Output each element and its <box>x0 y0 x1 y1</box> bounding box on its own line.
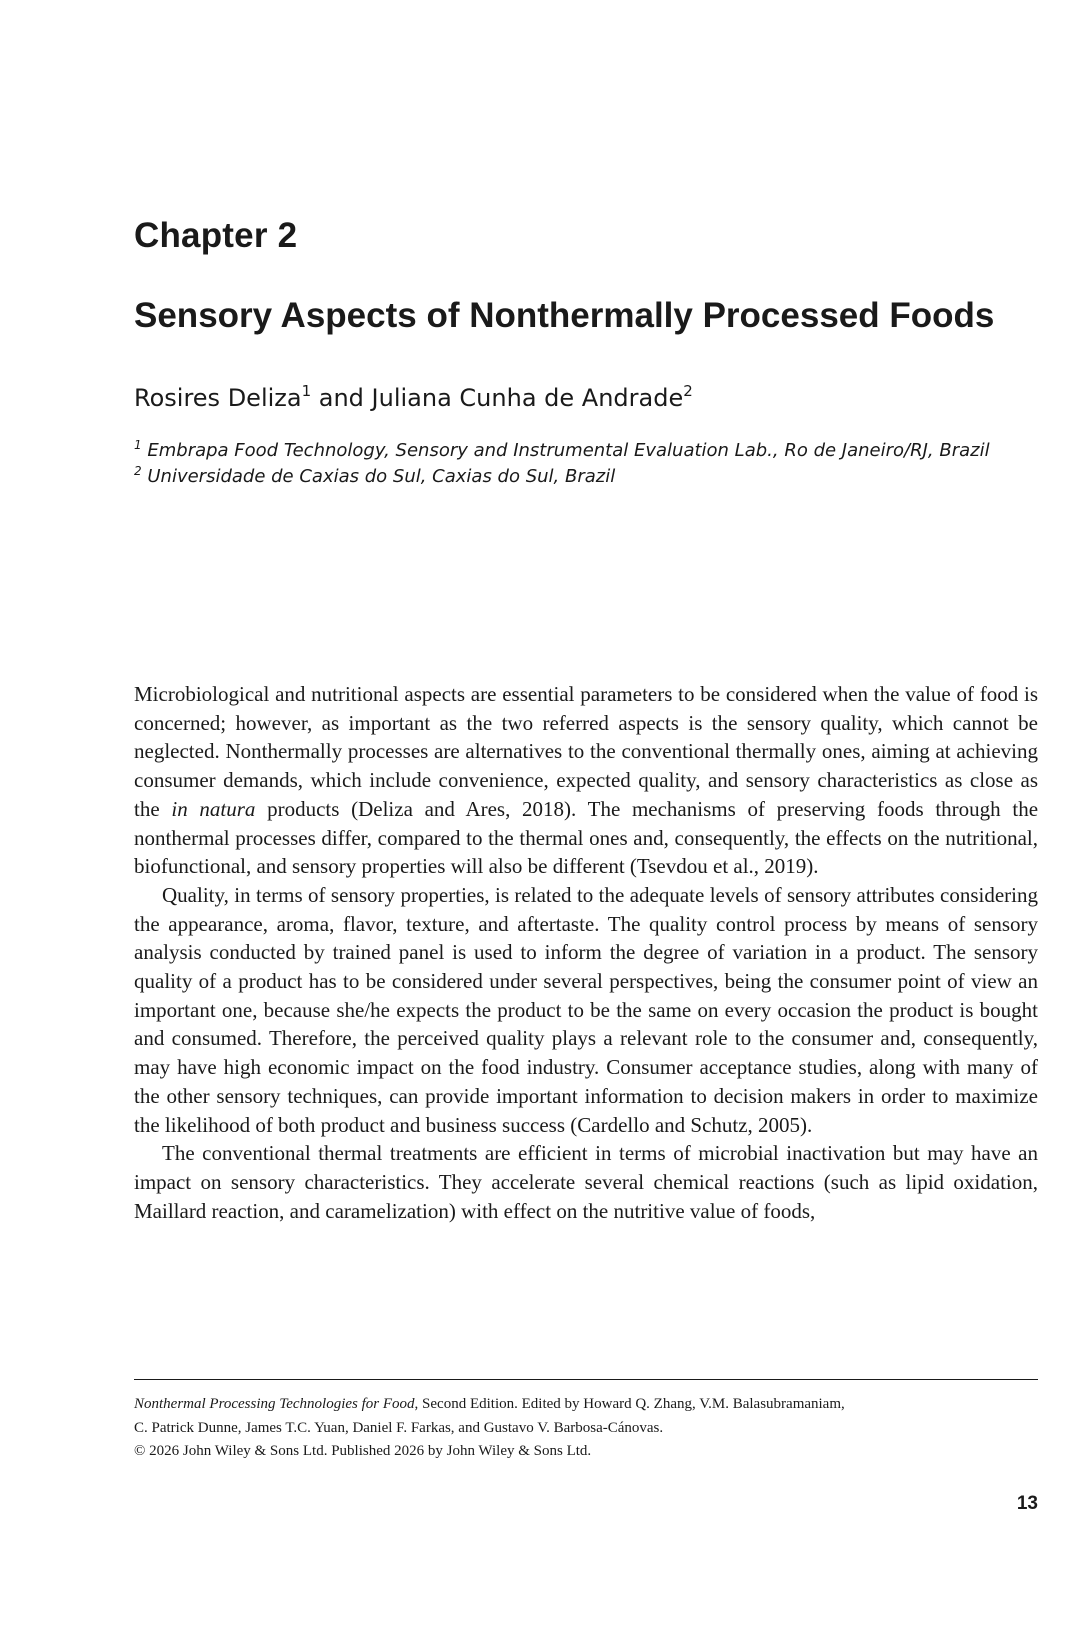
chapter-title: Sensory Aspects of Nonthermally Processed Foods <box>134 296 995 335</box>
affiliation-marker: 1 <box>301 382 312 400</box>
footnote-line: C. Patrick Dunne, James T.C. Yuan, Daniel F. Farkas, and Gustavo V. Barbosa-Cánovas. <box>134 1419 664 1436</box>
paragraph <box>134 680 1038 881</box>
affiliation-marker: 2 <box>134 464 142 478</box>
book-title: Nonthermal Processing Technologies for Food <box>134 1396 415 1412</box>
body-text <box>134 680 1038 1225</box>
affiliation-line <box>134 464 990 490</box>
author-name: Juliana Cunha de Andrade <box>371 384 684 412</box>
affiliation-text: Universidade de Caxias do Sul, Caxias do Sul, Brazil <box>141 466 616 487</box>
publication-footnote <box>134 1393 1038 1464</box>
footnote-text: , Second Edition. Edited by Howard Q. Zhang, V.M. Balasubramaniam, <box>414 1396 845 1412</box>
affiliation-marker: 1 <box>134 438 142 452</box>
author-connector: and <box>311 384 372 412</box>
footnote-line <box>134 1393 1038 1417</box>
chapter-label: Chapter 2 <box>134 216 298 255</box>
paragraph-text: products (Deliza and Ares, 2018). The mechanisms of preserving foods through the nonthermal processes differ, compared to the thermal ones and, consequently, the effects on the nutritional, biofunctional, and sensory properties will also be different (Tsevdou et al., 2019). <box>134 796 1039 879</box>
affiliation-text: Embrapa Food Technology, Sensory and Instrumental Evaluation Lab., Ro de Janeiro/RJ, Brazil <box>141 440 990 461</box>
page-number: 13 <box>1016 1493 1038 1514</box>
paragraph-text: Microbiological and nutritional aspects are essential parameters to be considered when the value of food is concerned; however, as important as the two referred aspects is the sensory quality, which cannot be neglected. Nonthermally processes are alternatives to the conventional thermally ones, aiming at achieving consumer demands, which include convenience, expected quality, and sensory characteristics as close as the <box>134 682 1038 821</box>
affiliation-line <box>134 438 990 464</box>
affiliation-marker: 2 <box>683 382 693 400</box>
footnote-divider <box>134 1379 1038 1380</box>
author-name: Rosires Deliza <box>134 384 302 412</box>
paragraph: The conventional thermal treatments are efficient in terms of microbial inactivation but may have an impact on sensory characteristics. They accelerate several chemical reactions (such as lipid oxidation, Maillard reaction, and caramelization) with effect on the nutritive value of foods, <box>134 1141 1038 1223</box>
affiliations <box>134 438 990 490</box>
copyright-line: © 2026 John Wiley & Sons Ltd. Published 2026 by John Wiley & Sons Ltd. <box>134 1443 592 1459</box>
italic-term: in natura <box>171 796 256 821</box>
author-line <box>134 384 693 412</box>
paragraph: Quality, in terms of sensory properties, is related to the adequate levels of sensory attributes considering the appearance, aroma, flavor, texture, and aftertaste. The quality control process by means of sensory analysis conducted by trained panel is used to inform the degree of variation in a product. The sensory quality of a product has to be considered under several perspectives, being the consumer point of view an important one, because she/he expects the product to be the same on every occasion the product is bought and consumed. Therefore, the perceived quality plays a relevant role to the consumer and, consequently, may have high economic impact on the food industry. Consumer acceptance studies, along with many of the other sensory techniques, can provide important information to decision makers in order to maximize the likelihood of both product and business success (Cardello and Schutz, 2005). <box>134 882 1038 1137</box>
